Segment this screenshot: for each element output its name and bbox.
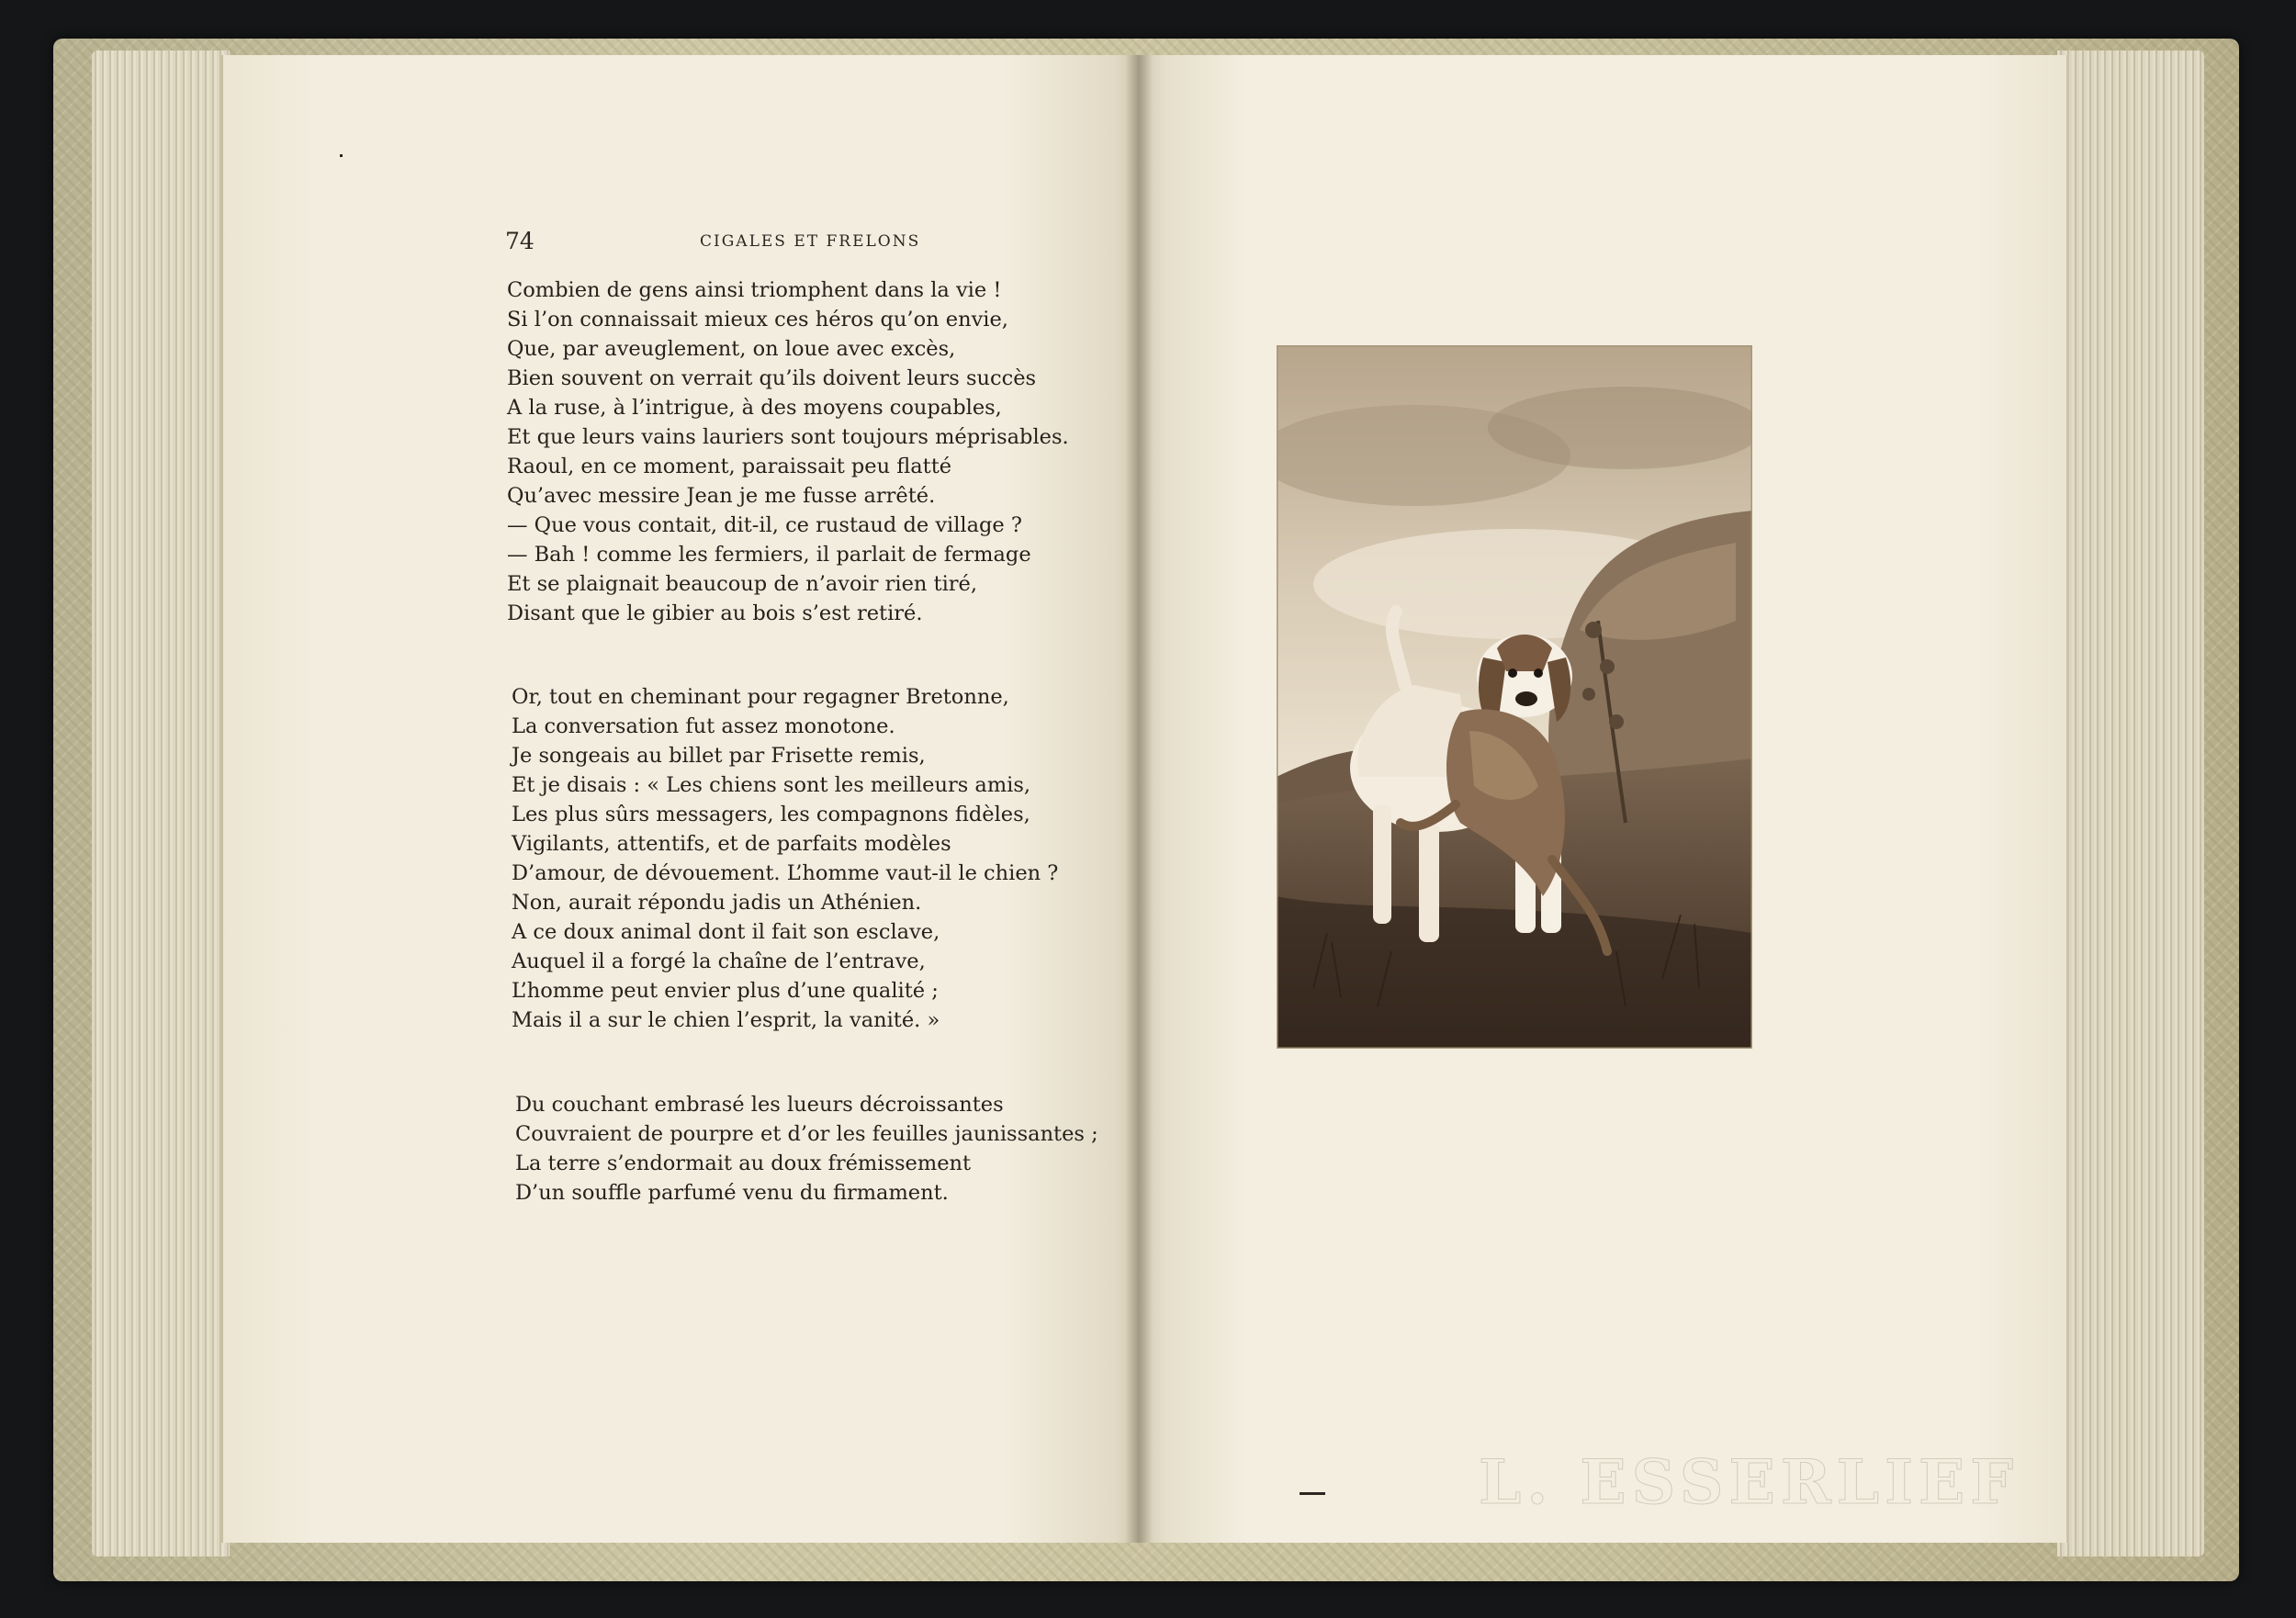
verse-line: Et que leurs vains lauriers sont toujours méprisables. — [507, 425, 1069, 449]
verse-line: — Que vous contait, dit-il, ce rustaud de village ? — [507, 513, 1022, 537]
verse-line: Et je disais : « Les chiens sont les meilleurs amis, — [512, 773, 1031, 797]
verse-line: Couvraient de pourpre et d’or les feuilles jaunissantes ; — [515, 1122, 1098, 1146]
verse-line: La terre s’endormait au doux frémissement — [515, 1152, 972, 1175]
verse-line: L’homme peut envier plus d’une qualité ; — [512, 979, 939, 1003]
verse-line: Si l’on connaissait mieux ces héros qu’on envie, — [507, 308, 1008, 331]
paper-speck — [340, 154, 343, 157]
page-edges-right — [2057, 51, 2204, 1556]
verse-line: Non, aurait répondu jadis un Athénien. — [512, 891, 922, 915]
dog-with-hare-photograph — [1277, 345, 1752, 1049]
verse-line: Que, par aveuglement, on loue avec excès, — [507, 337, 956, 361]
running-head — [505, 228, 1056, 264]
verse-line: La conversation fut assez monotone. — [512, 714, 895, 738]
verse-line: Or, tout en cheminant pour regagner Bretonne, — [512, 685, 1009, 709]
verse-line: D’amour, de dévouement. L’homme vaut-il le chien ? — [512, 861, 1059, 885]
verse-line: Disant que le gibier au bois s’est retiré. — [507, 601, 923, 625]
stanza-1 — [507, 275, 1095, 628]
verse-line: Et se plaignait beaucoup de n’avoir rien tiré, — [507, 572, 978, 596]
verse-line: — Bah ! comme les fermiers, il parlait de fermage — [507, 543, 1031, 567]
verse-line: Vigilants, attentifs, et de parfaits modèles — [512, 832, 951, 856]
verse-line: D’un souffle parfumé venu du firmament. — [515, 1181, 949, 1205]
watermark: L. ESSERLIEF — [1479, 1446, 2020, 1518]
photograph-plate — [1277, 345, 1752, 1049]
verse-line: Bien souvent on verrait qu’ils doivent leurs succès — [507, 366, 1037, 390]
verse-line: Raoul, en ce moment, paraissait peu flatté — [507, 455, 952, 478]
stanza-2 — [512, 682, 1099, 1035]
verse-line: Combien de gens ainsi triomphent dans la vie ! — [507, 278, 1002, 302]
verse-line: A la ruse, à l’intrigue, à des moyens coupables, — [507, 396, 1002, 420]
verse-line: A ce doux animal dont il fait son esclave, — [512, 920, 940, 944]
page-number: 74 — [505, 228, 535, 254]
stanza-3 — [515, 1090, 1103, 1208]
verse-line: Du couchant embrasé les lueurs décroissantes — [515, 1093, 1004, 1117]
book-gutter — [1125, 55, 1153, 1543]
verse-line: Mais il a sur le chien l’esprit, la vanité. » — [512, 1008, 940, 1032]
verse-line: Les plus sûrs messagers, les compagnons fidèles, — [512, 803, 1030, 826]
verse-line: Je songeais au billet par Frisette remis, — [512, 744, 926, 768]
running-title: CIGALES ET FRELONS — [700, 232, 921, 251]
verse-line: Qu’avec messire Jean je me fusse arrêté. — [507, 484, 936, 508]
paper-speck — [1300, 1492, 1325, 1495]
verse-line: Auquel il a forgé la chaîne de l’entrave, — [512, 949, 926, 973]
page-edges-left — [92, 51, 230, 1556]
